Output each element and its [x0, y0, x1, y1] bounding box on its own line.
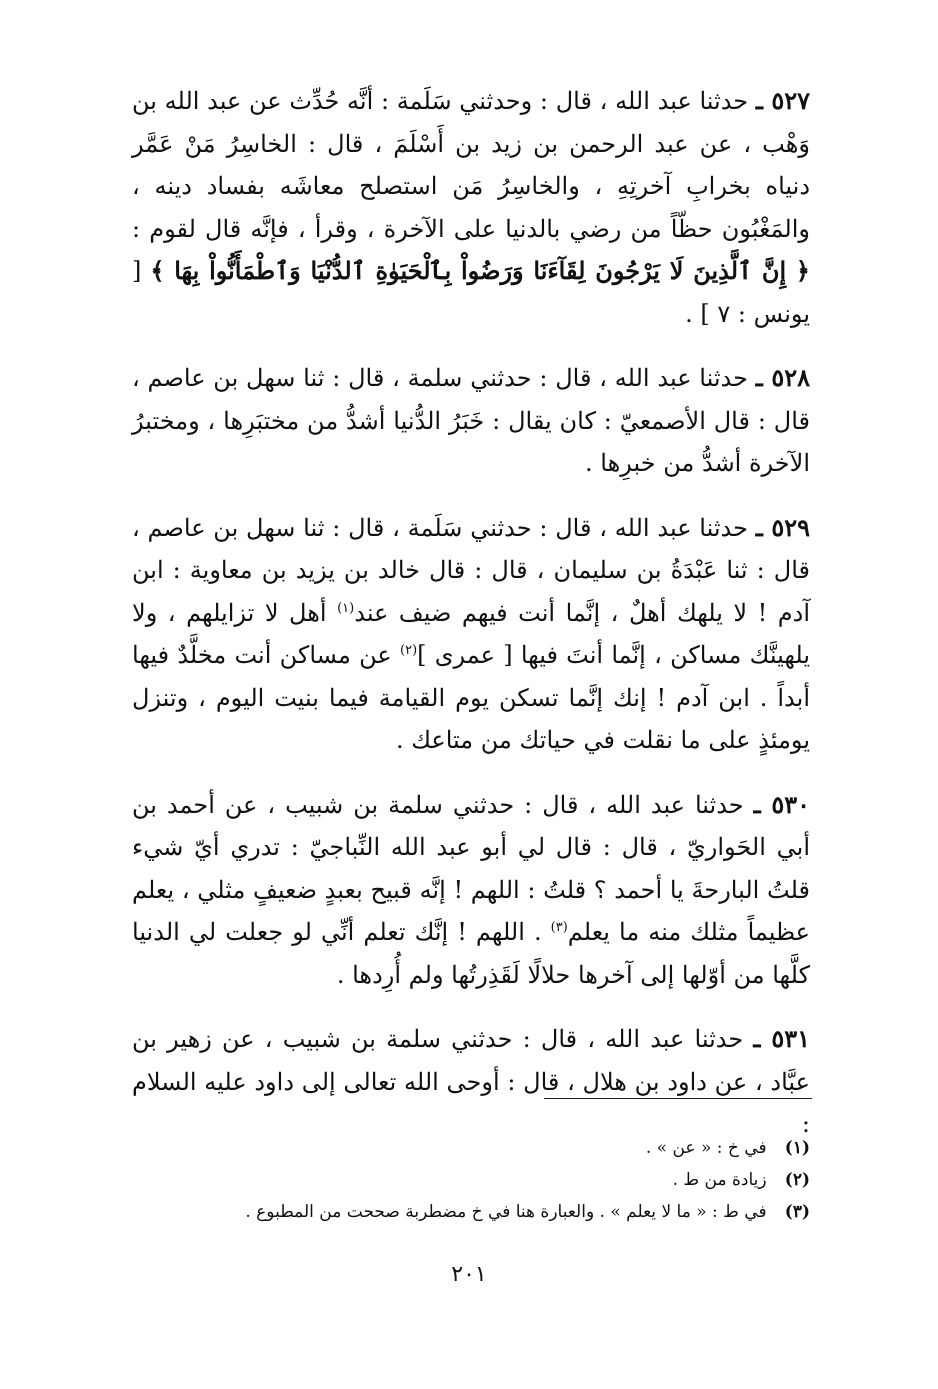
- footnote-number: (٢): [784, 1170, 810, 1190]
- paragraph-528: [132, 357, 810, 485]
- paragraph-text: أهل لا تزايلهم ، ولا يلهينَّك مساكن ، إنَّما أنتَ فيها [ عمرى ]: [132, 598, 811, 669]
- quran-verse: ﴿ إِنَّ ٱلَّذِينَ لَا يَرْجُونَ لِقَآءَنَا وَرَضُواْ بِٱلْحَيَوٰةِ ٱلدُّنْيَا وَٱطْمَأَنُّواْ بِهَا ﴾: [150, 256, 810, 285]
- paragraph-531: [132, 1018, 810, 1146]
- paragraph-text: حدثنا عبد الله ، قال : حدثني سَلَمة ، قال : ثنا سهل بن عاصم ، قال : ثنا عَبْدَةُ بن سليمان ، قال : قال خالد بن يزيد بن معاوية : ابن آدم ! لا يلهك أهلٌ ، إنَّما أنت فيهم ضيف عند: [132, 513, 810, 627]
- verse-reference: [ يونس : ٧ ] .: [132, 257, 810, 328]
- footnote-text: في خ : « عن » .: [645, 1138, 767, 1158]
- footnote-number: (٣): [784, 1202, 810, 1222]
- footnote-item: [150, 1196, 810, 1228]
- footnote-text: زيادة من ط .: [672, 1170, 767, 1190]
- paragraph-527: [132, 80, 810, 335]
- paragraph-text: حدثنا عبد الله ، قال : وحدثني سَلَمة : أنَّه حُدِّث عن عبد الله بن وَهْب ، عن عبد الرحمن بن زيد بن أَسْلَمَ ، قال : الخاسِرُ مَنْ عَمَّر دنياه بخرابِ آخرتِهِ ، والخاسِرُ مَن استصلح معاشَه بفساد دينه ، والمَغْبُون حظّاً من رضي بالدنيا على الآخرة ، وقرأ ، فإنَّه قال لقوم :: [132, 87, 810, 243]
- footnote-text: في ط : « ما لا يعلم » . والعبارة هنا في خ مضطربة صححت من المطبوع .: [245, 1202, 767, 1222]
- footnotes: [150, 1132, 810, 1228]
- footnote-item: [150, 1132, 810, 1164]
- paragraph-number: ٥٢٧ ـ: [755, 86, 810, 115]
- paragraph-text: عن مساكن أنت مخلَّدٌ فيها أبداً . ابن آدم ! إنك إنَّما تسكن يوم القيامة فيما بنيت اليوم ، وتنزل يومئذٍ على ما نقلت في حياتك من متاعك .: [132, 641, 810, 754]
- footnote-item: [150, 1164, 810, 1196]
- footnote-ref: (٣): [550, 920, 568, 935]
- paragraph-530: [132, 784, 810, 997]
- paragraph-529: [132, 507, 810, 762]
- main-text: [132, 80, 810, 1146]
- footnote-ref: (١): [337, 600, 355, 616]
- paragraph-number: ٥٢٩ ـ: [755, 512, 810, 542]
- paragraph-number: ٥٢٨ ـ: [755, 363, 810, 392]
- paragraph-number: ٥٣١ ـ: [753, 1024, 810, 1053]
- page-number: ٢٠١: [451, 1262, 487, 1287]
- paragraph-text: حدثنا عبد الله ، قال : حدثني سلمة بن شبيب ، عن أحمد بن أبي الحَواريّ ، قال : قال لي أبو عبد الله النِّباجيّ : تدري أيّ شيء قلتُ البارحةَ يا أحمد ؟ قلتُ : اللهم ! إنَّه قبيح بعبدٍ ضعيفٍ مثلي ، يعلم عظيماً مثلك منه ما يعلم: [132, 790, 811, 946]
- paragraph-text: . اللهم ! إنَّك تعلم أنِّي لو جعلت لي الدنيا كلَّها من أوّلها إلى آخرها حلالًا لَقَذِرتُها ولم أُرِدها .: [132, 918, 810, 989]
- paragraph-text: حدثنا عبد الله ، قال : حدثني سلمة ، قال : ثنا سهل بن عاصم ، قال : قال الأصمعيّ : كان يقال : خَبَرُ الدُّنيا أشدُّ من مختبَرِها ، ومختبرُ الآخرة أشدُّ من خبرِها .: [132, 364, 810, 477]
- footnote-number: (١): [784, 1138, 810, 1158]
- paragraph-text: حدثنا عبد الله ، قال : حدثني سلمة بن شبيب ، عن زهير بن عبَّاد ، عن داود بن هلال ، قال : أوحى الله تعالى إلى داود عليه السلام :: [132, 1025, 810, 1138]
- footnote-ref: (٢): [400, 643, 418, 658]
- footnote-divider: [544, 1098, 812, 1099]
- paragraph-number: ٥٣٠ ـ: [753, 789, 810, 819]
